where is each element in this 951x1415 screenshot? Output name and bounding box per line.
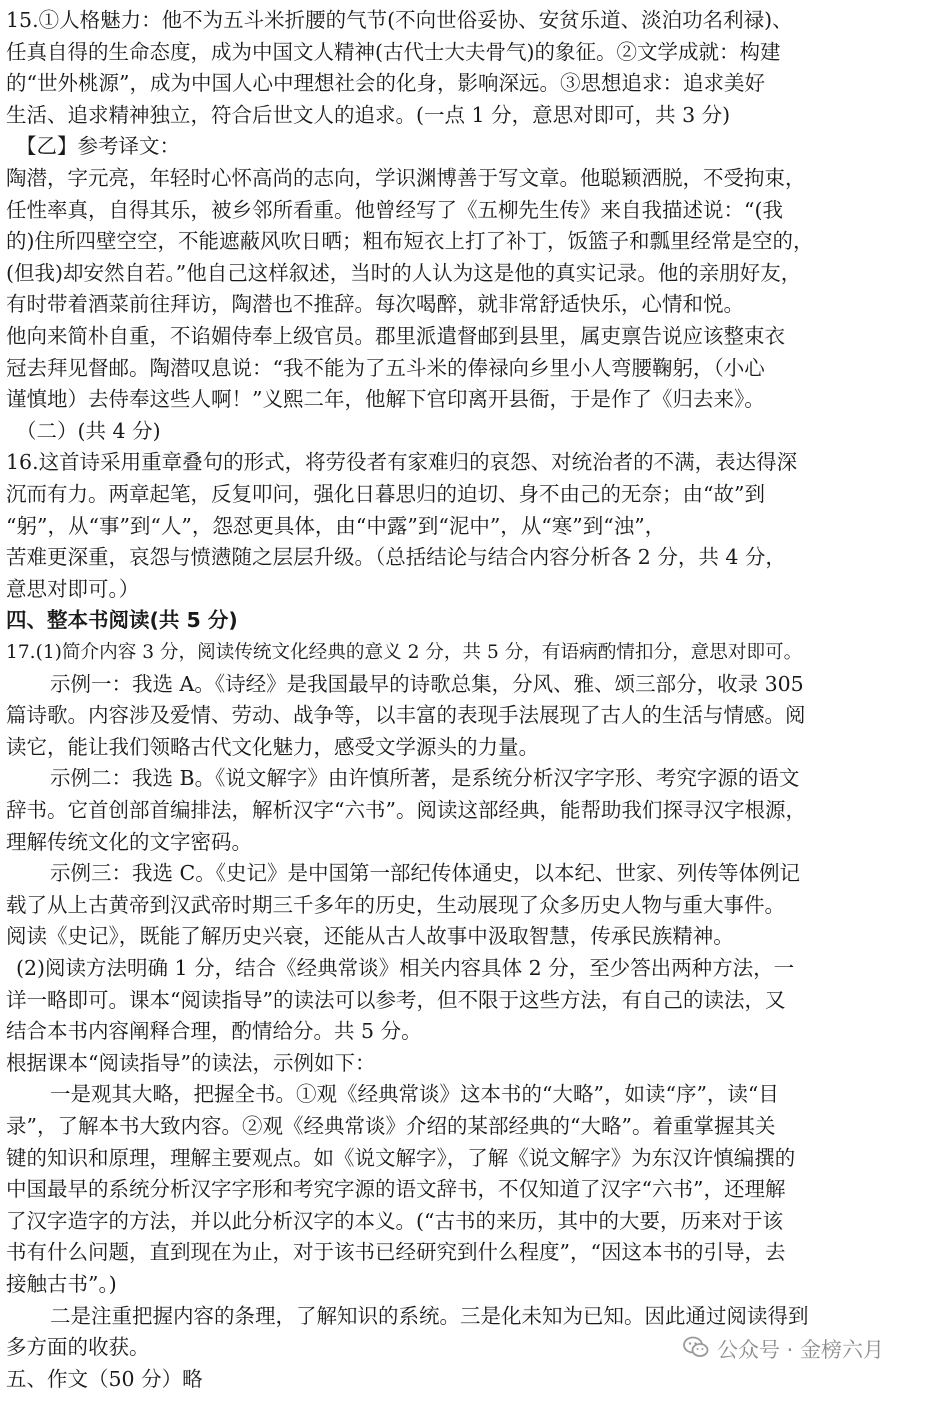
example-one-line: 示例一：我选 A。《诗经》是我国最早的诗歌总集，分风、雅、颂三部分，收录 305 [50,671,804,696]
method-one-line: 一是观其大略，把握全书。①观《经典常谈》这本书的“大略”，如读“序”，读“目 [50,1082,779,1107]
q15-line: 任真自得的生命态度，成为中国文人精神(古代士大夫骨气)的象征。②文学成就：构建 [6,39,781,64]
yi-translation-title: 【乙】参考译文： [16,134,180,159]
q17-part2-line: 结合本书内容阐释合理，酌情给分。共 5 分。 [6,1019,422,1044]
translation-line: 他向来简朴自重，不谄媚侍奉上级官员。郡里派遣督邮到县里，属吏禀告说应该整束衣 [6,324,785,348]
translation-line: 谨慎地）去侍奉这些人啊！”义熙二年，他解下官印离开县衙，于是作了《归去来》。 [6,387,765,412]
wechat-icon [683,1335,709,1364]
example-two-line: 辞书。它首创部首编排法，解析汉字“六书”。阅读这部经典，能帮助我们探寻汉字根源， [6,798,806,822]
q16-line: 沉而有力。两章起笔，反复叩问，强化日暮思归的迫切、身不由己的无奈；由“故”到 [6,482,765,506]
q16-line: 苦难更深重，哀怨与愤懑随之层层升级。（总括结论与结合内容分析各 2 分，共 4 分， [6,545,786,570]
example-three-line: 载了从上古黄帝到汉武帝时期三千多年的历史，生动展现了众多历史人物与重大事件。 [6,892,785,917]
q17-part2-line: 详一略即可。课本“阅读指导”的读法可以参考，但不限于这些方法，有自己的读法，又 [6,987,786,1012]
q15-line: 15.①人格魅力：他不为五斗米折腰的气节(不向世俗妥协、安贫乐道、淡泊功名利禄)、 [6,8,793,32]
example-one-line: 篇诗歌。内容涉及爱情、劳动、战争等，以丰富的表现手法展现了古人的生活与情感。阅 [6,703,806,728]
q17-part2-line: (2)阅读方法明确 1 分，结合《经典常谈》相关内容具体 2 分，至少答出两种方法，一 [16,956,795,980]
q17-part2-line: 根据课本“阅读指导”的读法，示例如下： [6,1050,376,1075]
translation-line: 有时带着酒菜前往拜访，陶潜也不推辞。每次喝醉，就非常舒适快乐，心情和悦。 [6,292,744,317]
translation-line: (但我)却安然自若。”他自己这样叙述，当时的人认为这是他的真实记录。他的亲朋好友， [6,260,802,285]
method-two-line: 多方面的收获。 [6,1335,150,1360]
method-one-line: 接触古书”。) [6,1272,117,1296]
watermark-text: 公众号 · 金榜六月 [717,1338,885,1363]
translation-line: 陶潜，字元亮，年轻时心怀高尚的志向，学识渊博善于写文章。他聪颖洒脱，不受拘束， [6,166,806,190]
method-one-line: 书有什么问题，直到现在为止，对于该书已经研究到什么程度”，“因这本书的引导，去 [6,1240,786,1265]
q16-line: “躬”，从“事”到“人”，怨怼更具体，由“中露”到“泥中”，从“寒”到“浊”， [6,513,666,538]
method-one-line: 键的知识和原理，理解主要观点。如《说文解字》，了解《说文解字》为东汉许慎编撰的 [6,1145,796,1170]
q15-line: 生活、追求精神独立，符合后世文人的追求。(一点 1 分，意思对即可，共 3 分) [6,102,731,127]
method-two-line: 二是注重把握内容的条理，了解知识的系统。三是化未知为已知。因此通过阅读得到 [50,1303,809,1328]
translation-line: 冠去拜见督邮。陶潜叹息说：“我不能为了五斗米的俸禄向乡里小人弯腰鞠躬，（小心 [6,355,765,380]
q17-part1-scoring: 17.(1)简介内容 3 分，阅读传统文化经典的意义 2 分，共 5 分，有语病酌情扣分，意思对即可。 [6,642,803,663]
q15-line: 的“世外桃源”，成为中国人心中理想社会的化身，影响深远。③思想追求：追求美好 [6,71,765,96]
example-two-line: 理解传统文化的文字密码。 [6,829,252,854]
q16-line: 意思对即可。） [6,576,140,601]
method-one-line: 了汉字造字的方法，并以此分析汉字的本义。(“古书的来历，其中的大要，历来对于该 [6,1208,783,1233]
example-three-line: 示例三：我选 C。《史记》是中国第一部纪传体通史，以本纪、世家、列传等体例记 [50,861,800,886]
watermark [683,1332,884,1366]
example-two-line: 示例二：我选 B。《说文解字》由许慎所著，是系统分析汉字字形、考究字源的语文 [50,766,800,791]
method-one-line: 中国最早的系统分析汉字字形和考究字源的语文辞书，不仅知道了汉字“六书”，还理解 [6,1177,786,1202]
method-one-line: 录”，了解本书大致内容。②观《经典常谈》介绍的某部经典的“大略”。着重掌握其关 [6,1114,776,1138]
translation-line: 任性率真，自得其乐，被乡邻所看重。他曾经写了《五柳先生传》来自我描述说：“(我 [6,197,783,222]
translation-line: 的)住所四壁空空，不能遮蔽风吹日晒；粗布短衣上打了补丁，饭篮子和瓢里经常是空的， [6,229,814,254]
q16-line: 16.这首诗采用重章叠句的形式，将劳役者有家难归的哀怨、对统治者的不满，表达得深 [6,450,798,475]
section-four-heading: 四、整本书阅读(共 5 分) [6,608,238,633]
example-one-line: 读它，能让我们领略古代文化魅力，感受文学源头的力量。 [6,734,539,759]
example-three-line: 阅读《史记》，既能了解历史兴衰，还能从古人故事中汲取智慧，传承民族精神。 [6,924,734,949]
section-five-heading: 五、作文（50 分）略 [6,1366,203,1391]
part-two-heading: （二）(共 4 分) [16,418,161,443]
